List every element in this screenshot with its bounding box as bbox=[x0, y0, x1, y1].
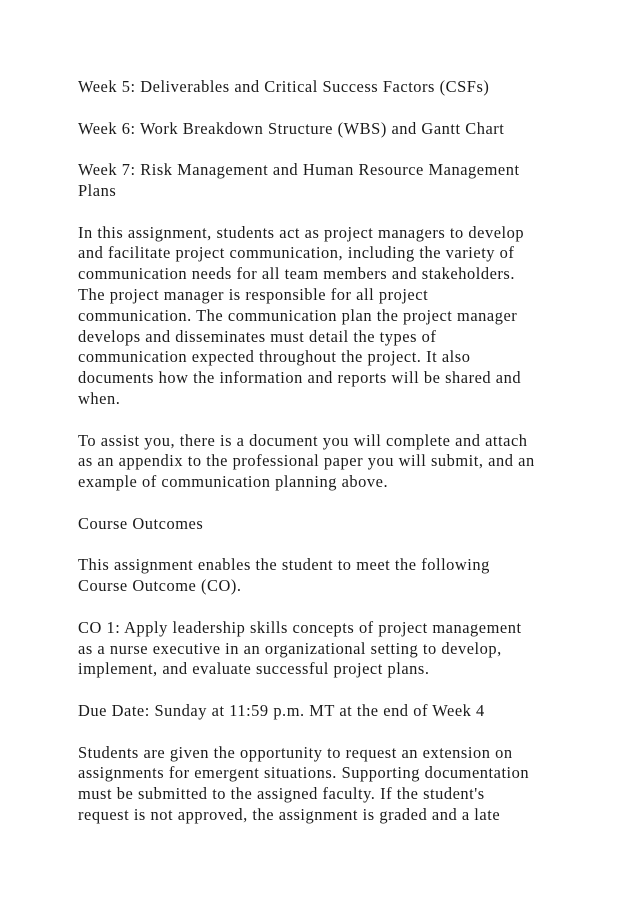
text-line: Plans bbox=[78, 180, 117, 200]
text-line: To assist you, there is a document you will complete and attach bbox=[78, 430, 528, 450]
due-date-paragraph bbox=[78, 701, 598, 722]
text-line: must be submitted to the assigned faculty. If the student's bbox=[78, 784, 485, 804]
appendix-paragraph bbox=[78, 431, 598, 493]
text-line: as an appendix to the professional paper you will submit, and an bbox=[78, 451, 535, 471]
extension-policy-paragraph bbox=[78, 743, 598, 826]
text-line: communication. The communication plan the project manager bbox=[78, 305, 518, 325]
text-line: The project manager is responsible for all project bbox=[78, 284, 429, 304]
text-line: when. bbox=[78, 388, 121, 408]
text-line: communication needs for all team members and stakeholders. bbox=[78, 264, 515, 284]
text-line: communication expected throughout the project. It also bbox=[78, 347, 471, 367]
text-line: Week 6: Work Breakdown Structure (WBS) and Gantt Chart bbox=[78, 118, 505, 138]
text-line: documents how the information and reports will be shared and bbox=[78, 368, 522, 388]
text-line: This assignment enables the student to meet the following bbox=[78, 555, 490, 575]
text-line: as a nurse executive in an organizational setting to develop, bbox=[78, 638, 502, 658]
week-5-heading bbox=[78, 77, 598, 98]
text-line: Week 7: Risk Management and Human Resource Management bbox=[78, 160, 520, 180]
text-line: Students are given the opportunity to request an extension on bbox=[78, 742, 513, 762]
text-line: Due Date: Sunday at 11:59 p.m. MT at the end of Week 4 bbox=[78, 700, 485, 720]
text-line: request is not approved, the assignment is graded and a late bbox=[78, 804, 501, 824]
text-line: implement, and evaluate successful project plans. bbox=[78, 659, 430, 679]
text-line: Week 5: Deliverables and Critical Success Factors (CSFs) bbox=[78, 77, 490, 96]
co-1-paragraph bbox=[78, 618, 598, 680]
text-line: CO 1: Apply leadership skills concepts of project management bbox=[78, 617, 522, 637]
assignment-description-paragraph bbox=[78, 223, 598, 410]
text-line: Course Outcome (CO). bbox=[78, 576, 242, 596]
text-line: In this assignment, students act as project managers to develop bbox=[78, 222, 525, 242]
week-7-heading bbox=[78, 160, 598, 202]
week-6-heading bbox=[78, 119, 598, 140]
course-outcomes-heading bbox=[78, 514, 598, 535]
course-outcome-intro-paragraph bbox=[78, 555, 598, 597]
document-body bbox=[78, 77, 598, 846]
text-line: assignments for emergent situations. Supporting documentation bbox=[78, 763, 530, 783]
text-line: develops and disseminates must detail the types of bbox=[78, 326, 437, 346]
text-line: example of communication planning above. bbox=[78, 472, 389, 492]
text-line: and facilitate project communication, including the variety of bbox=[78, 243, 515, 263]
text-line: Course Outcomes bbox=[78, 513, 204, 533]
